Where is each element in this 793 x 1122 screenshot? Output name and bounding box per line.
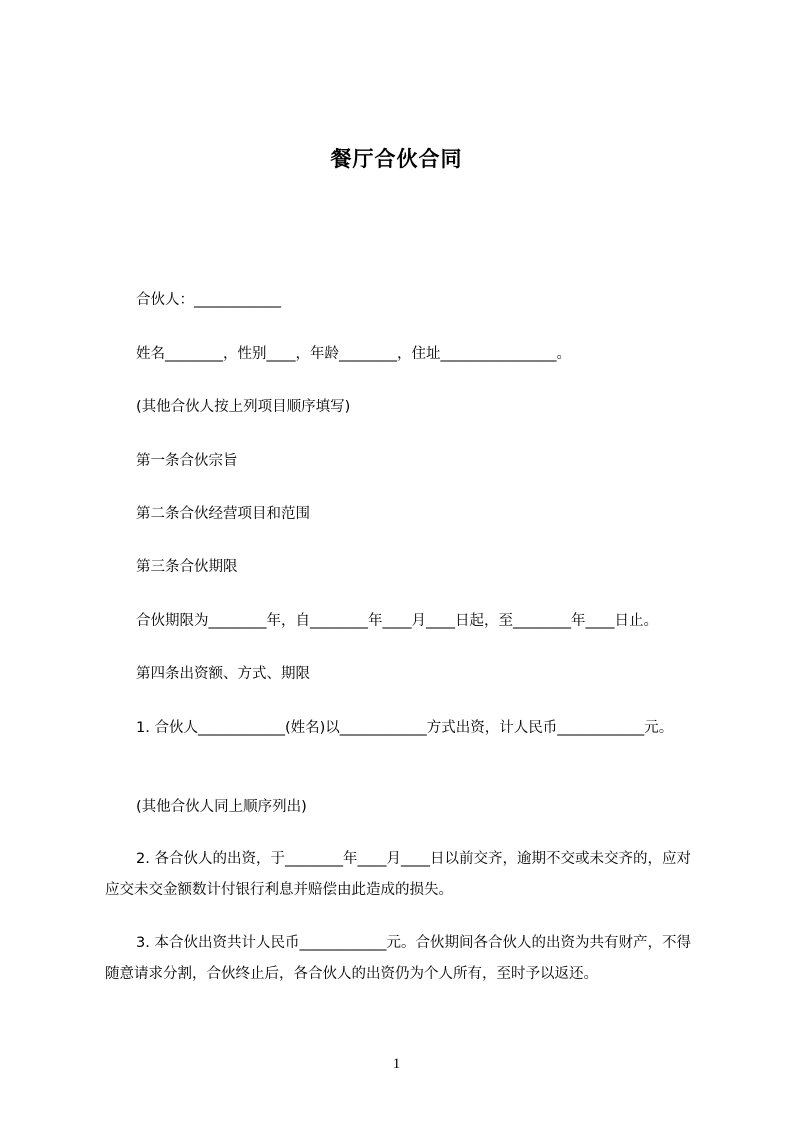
article-3-heading: 第三条合伙期限 [136,559,238,575]
article-4-heading: 第四条出资额、方式、期限 [136,666,310,682]
contribution-paragraph-1: 1. 合伙人____________(姓名)以____________方式出资，计人民币____________元。 [136,720,674,736]
contribution-paragraph-3: 3. 本合伙出资共计人民币____________元。合伙期间各合伙人的出资为共有财产，不得随意请求分割，合伙终止后，各合伙人的出资仍为个人所有，至时予以返还。 [105,935,691,982]
partner-line: 合伙人：____________ [136,292,281,308]
partner-details-line: 姓名________，性别____，年龄________，住址________________。 [136,346,571,362]
other-partners-list-note: (其他合伙人同上顺序列出) [136,799,307,815]
other-partners-note: (其他合伙人按上列项目顺序填写) [136,399,351,415]
article-2-heading: 第二条合伙经营项目和范围 [136,506,310,522]
document-title: 餐厅合伙合同 [330,147,463,171]
article-1-heading: 第一条合伙宗旨 [136,453,238,469]
partnership-term-line: 合伙期限为________年，自________年____月____日起，至________年____日止。 [136,613,658,629]
page-number: 1 [392,1056,401,1072]
contribution-paragraph-2: 2. 各合伙人的出资，于________年____月____日以前交齐，逾期不交或未交齐的，应对应交未交金额数计付银行利息并赔偿由此造成的损失。 [105,851,691,898]
